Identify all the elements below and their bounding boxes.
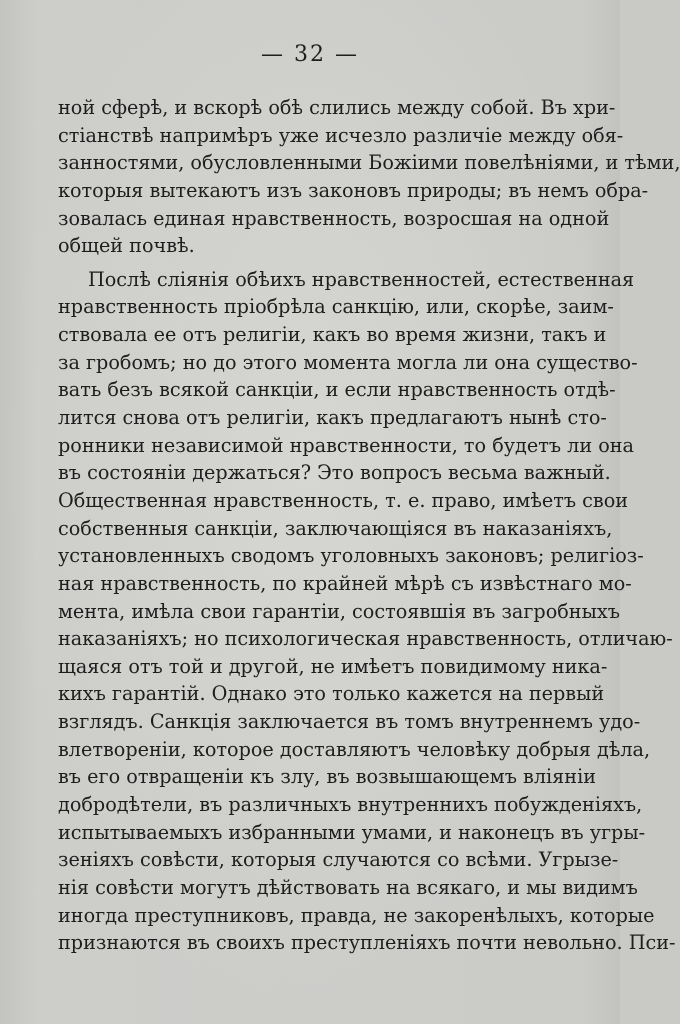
text-line: зовалась единая нравственность, возросшая на одной xyxy=(58,206,610,230)
text-line: ной сферѣ, и вскорѣ обѣ слились между собой. Въ хри- xyxy=(58,96,616,119)
text-line: вать безъ всякой санкціи, и если нравственность отдѣ- xyxy=(58,378,616,402)
text-line: общей почвѣ. xyxy=(58,234,195,258)
text-line: добродѣтели, въ различныхъ внутреннихъ побужденіяхъ, xyxy=(58,793,643,817)
text-line: испытываемыхъ избранными умами, и наконецъ въ угры- xyxy=(58,820,646,844)
text-line: занностями, обусловленными Божіими повелѣніями, и тѣми, xyxy=(58,151,680,175)
text-line: мента, имѣла свои гарантіи, состоявшія въ загробныхъ xyxy=(58,599,620,623)
text-line: собственныя санкціи, заключающіяся въ наказаніяхъ, xyxy=(58,516,613,540)
paragraph xyxy=(58,266,676,957)
text-line: которыя вытекаютъ изъ законовъ природы; въ немъ обра- xyxy=(58,178,649,202)
text-line: за гробомъ; но до этого момента могла ли она существо- xyxy=(58,350,638,374)
text-line: ствовала ее отъ религіи, какъ во время жизни, такъ и xyxy=(58,323,607,347)
text-line: Общественная нравственность, т. е. право, имѣетъ свои xyxy=(58,488,629,512)
text-line: Послѣ сліянія обѣихъ нравственностей, естественная xyxy=(88,267,635,291)
text-line: нія совѣсти могутъ дѣйствовать на всякаго, и мы видимъ xyxy=(58,875,638,899)
text-line: нравственность пріобрѣла санкцію, или, скорѣе, заим- xyxy=(58,295,614,319)
text-line: установленныхъ сводомъ уголовныхъ законовъ; религіоз- xyxy=(58,544,644,568)
text-line: стіанствѣ напримѣръ уже исчезло различіе между обя- xyxy=(58,123,624,147)
text-line: въ состояніи держаться? Это вопросъ весьма важный. xyxy=(58,461,611,485)
text-line: въ его отвращеніи къ злу, въ возвышающемъ вліяніи xyxy=(58,765,596,789)
text-line: ная нравственность, по крайней мѣрѣ съ извѣстнаго мо- xyxy=(58,571,632,595)
text-line: зеніяхъ совѣсти, которыя случаются со всѣми. Угрызе- xyxy=(58,848,619,872)
body-text xyxy=(58,94,680,957)
text-line: лится снова отъ религіи, какъ предлагаютъ нынѣ сто- xyxy=(58,406,607,430)
text-line: взглядъ. Санкція заключается въ томъ внутреннемъ удо- xyxy=(58,710,641,734)
text-line: ронники независимой нравственности, то будетъ ли она xyxy=(58,433,634,457)
text-line: наказаніяхъ; но психологическая нравственность, отличаю- xyxy=(58,627,673,651)
paragraph xyxy=(58,94,680,260)
text-line: иногда преступниковъ, правда, не закоренѣлыхъ, которые xyxy=(58,903,655,927)
text-line: кихъ гарантій. Однако это только кажется на первый xyxy=(58,682,605,706)
page-number: — 32 — xyxy=(261,42,359,67)
text-line: влетвореніи, которое доставляютъ человѣку добрыя дѣла, xyxy=(58,737,651,761)
text-line: щаяся отъ той и другой, не имѣетъ повидимому ника- xyxy=(58,654,608,678)
text-line: признаются въ своихъ преступленіяхъ почти невольно. Пси- xyxy=(58,931,676,955)
